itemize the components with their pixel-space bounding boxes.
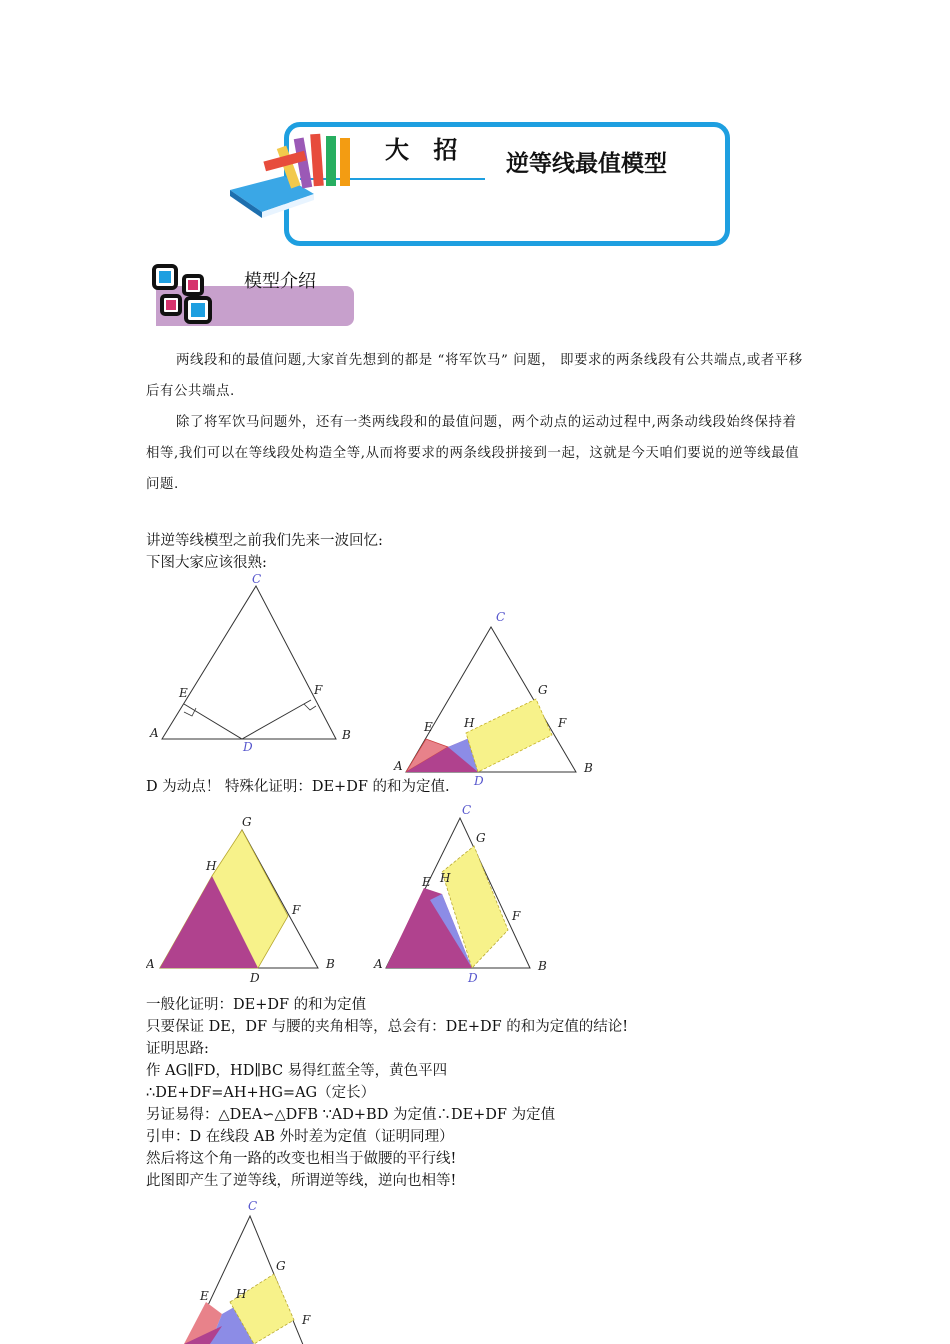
label-g: G [538, 683, 548, 697]
figure-reverse-equal-lines [170, 1196, 330, 1344]
text-line: 此图即产生了逆等线，所谓逆等线，逆向也相等! [146, 1173, 457, 1189]
label-c: C [252, 572, 262, 586]
label-a: A [146, 957, 155, 971]
label-b: B [342, 728, 351, 742]
label-f: F [558, 716, 567, 730]
label-a: A [374, 957, 383, 971]
label-f: F [314, 683, 323, 697]
label-f: F [302, 1313, 311, 1327]
label-h: H [206, 859, 217, 873]
text-line: 另证易得：△DEA∽△DFB ∵AD+BD 为定值∴DE+DF 为定值 [146, 1107, 556, 1123]
text-line: 引申：D 在线段 AB 外时差为定值（证明同理） [146, 1129, 454, 1145]
label-e: E [424, 720, 433, 734]
label-a: A [150, 726, 159, 740]
label-c: C [496, 610, 506, 624]
figure-general-case [372, 800, 562, 985]
figure-triangle-basic [146, 572, 366, 752]
label-d: D [474, 774, 484, 785]
books-icon [222, 128, 362, 218]
label-e: E [200, 1289, 209, 1303]
text-line: D 为动点！ 特殊化证明：DE+DF 的和为定值. [146, 779, 450, 795]
label-h: H [464, 716, 475, 730]
section-title: 模型介绍 [244, 271, 316, 292]
label-d: D [243, 740, 253, 752]
banner-title: 逆等线最值模型 [506, 151, 667, 177]
label-e: E [422, 875, 431, 889]
text-line: 证明思路: [146, 1041, 209, 1057]
label-g: G [242, 815, 252, 829]
text-line: 讲逆等线模型之前我们先来一波回忆: [146, 533, 383, 549]
banner-label: 大 招 [385, 136, 466, 164]
text-line: 下图大家应该很熟: [146, 555, 267, 571]
label-h: H [236, 1287, 247, 1301]
grid-icon [150, 262, 214, 326]
label-c: C [462, 803, 472, 817]
text-line: 一般化证明：DE+DF 的和为定值 [146, 997, 367, 1013]
label-b: B [584, 761, 593, 775]
text-line: 作 AG∥FD，HD∥BC 易得红蓝全等，黄色平四 [146, 1063, 448, 1079]
label-d: D [250, 971, 260, 985]
label-h: H [440, 871, 451, 885]
label-g: G [276, 1259, 286, 1273]
text-line: 只要保证 DE，DF 与腰的夹角相等，总会有：DE+DF 的和为定值的结论! [146, 1019, 629, 1035]
text-line: ∴DE+DF=AH+HG=AG（定长） [146, 1085, 376, 1101]
label-a: A [394, 759, 403, 773]
label-g: G [476, 831, 486, 845]
figure-triangle-colored [386, 605, 606, 785]
label-b: B [538, 959, 547, 973]
text-line: 然后将这个角一路的改变也相当于做腰的平行线! [146, 1151, 457, 1167]
label-b: B [326, 957, 335, 971]
intro-paragraph-1: 两线段和的最值问题,大家首先想到的都是 “将军饮马” 问题， 即要求的两条线段有公共端点,或者平移后有公共端点. [146, 353, 803, 399]
label-e: E [179, 686, 188, 700]
intro-paragraph-2: 除了将军饮马问题外，还有一类两线段和的最值问题，两个动点的运动过程中,两条动线段始终保持着相等,我们可以在等线段处构造全等,从而将要求的两条线段拼接到一起，这就是今天咱们要说的逆等线最值问题. [146, 415, 800, 492]
label-d: D [468, 971, 478, 985]
label-f: F [512, 909, 521, 923]
figure-special-case [146, 808, 346, 988]
label-f: F [292, 903, 301, 917]
label-c: C [248, 1199, 258, 1213]
